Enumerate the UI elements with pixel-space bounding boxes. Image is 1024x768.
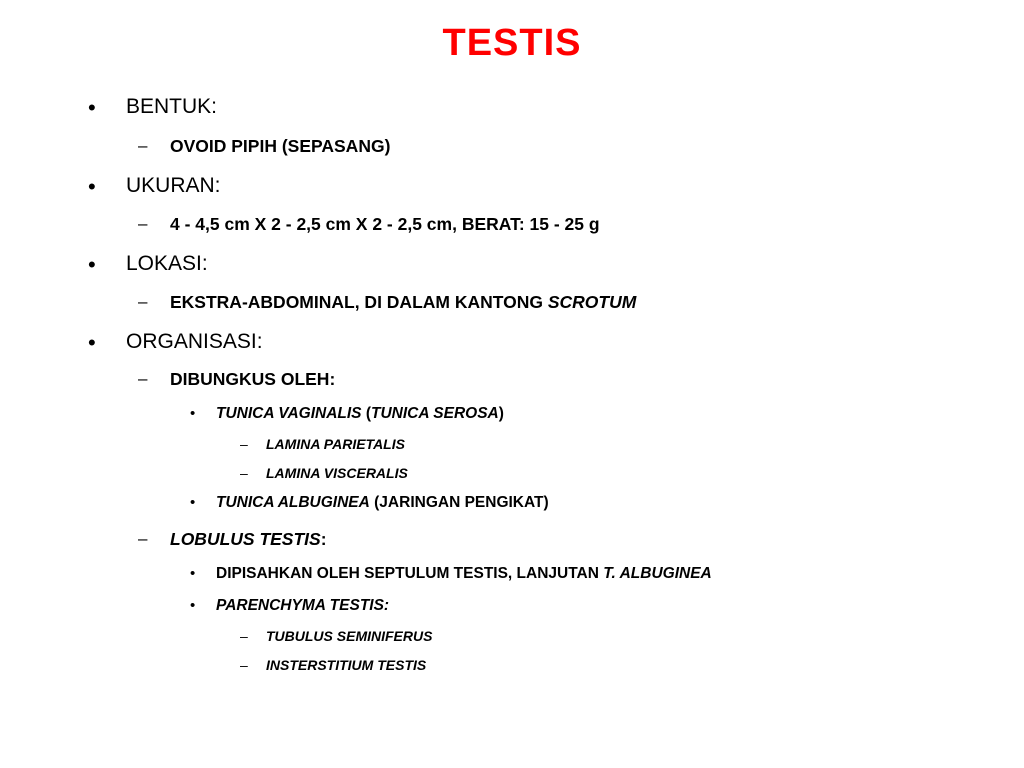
text-scrotum: SCROTUM bbox=[547, 292, 637, 312]
text-ovoid: OVOID PIPIH (SEPASANG) bbox=[170, 136, 391, 156]
dash-marker: – bbox=[138, 214, 148, 233]
label-bentuk: BENTUK: bbox=[126, 95, 218, 118]
bullet-dot: • bbox=[88, 330, 96, 355]
text-lamina-parietalis: LAMINA PARIETALIS bbox=[266, 436, 405, 452]
label-organisasi: ORGANISASI: bbox=[126, 330, 263, 353]
lobulus-testis: LOBULUS TESTIS bbox=[170, 529, 321, 549]
open-paren: ( bbox=[361, 405, 371, 422]
text-ukuran: 4 - 4,5 cm X 2 - 2,5 cm X 2 - 2,5 cm, BERAT: 15 - 25 g bbox=[170, 214, 600, 234]
text-lamina-visceralis: LAMINA VISCERALIS bbox=[266, 465, 408, 481]
bullet-dot: • bbox=[190, 565, 196, 582]
bullet-dot: • bbox=[190, 597, 196, 614]
bullet-dot: • bbox=[190, 405, 196, 422]
text-tunica-vaginalis bbox=[216, 405, 504, 423]
tunica-serosa: TUNICA SEROSA bbox=[371, 405, 499, 422]
tunica-albuginea-desc: (JARINGAN PENGIKAT) bbox=[369, 494, 549, 511]
bullet-dot: • bbox=[190, 494, 196, 511]
bullet-dot: • bbox=[88, 252, 96, 277]
t-albuginea: T. ALBUGINEA bbox=[603, 565, 712, 582]
text-tubulus: TUBULUS SEMINIFERUS bbox=[266, 628, 433, 644]
dipisahkan-plain: DIPISAHKAN OLEH SEPTULUM TESTIS, LANJUTAN bbox=[216, 565, 604, 582]
text-lokasi-plain: EKSTRA-ABDOMINAL, DI DALAM KANTONG bbox=[170, 292, 548, 312]
text-lokasi bbox=[170, 292, 636, 313]
text-parenchyma: PARENCHYMA TESTIS: bbox=[216, 597, 390, 614]
dash-marker: – bbox=[240, 657, 248, 673]
label-ukuran: UKURAN: bbox=[126, 174, 221, 197]
dash-marker: – bbox=[240, 436, 248, 452]
text-tunica-albuginea bbox=[216, 494, 549, 512]
tunica-vaginalis-name: TUNICA VAGINALIS bbox=[216, 405, 362, 422]
text-lobulus bbox=[170, 529, 327, 550]
dash-marker: – bbox=[138, 529, 148, 548]
label-lokasi: LOKASI: bbox=[126, 252, 208, 275]
dash-marker: – bbox=[138, 292, 148, 311]
dash-marker: – bbox=[138, 369, 148, 388]
text-dipisahkan bbox=[216, 565, 712, 583]
close-paren: ) bbox=[498, 405, 504, 422]
slide-title: TESTIS bbox=[442, 22, 582, 64]
bullet-dot: • bbox=[88, 174, 96, 199]
lobulus-colon: : bbox=[320, 529, 327, 549]
tunica-albuginea-name: TUNICA ALBUGINEA bbox=[216, 494, 370, 511]
dash-marker: – bbox=[240, 465, 248, 481]
text-dibungkus: DIBUNGKUS OLEH: bbox=[170, 369, 336, 389]
dash-marker: – bbox=[138, 136, 148, 155]
bullet-dot: • bbox=[88, 95, 96, 120]
dash-marker: – bbox=[240, 628, 248, 644]
text-insterstitium: INSTERSTITIUM TESTIS bbox=[266, 657, 427, 673]
